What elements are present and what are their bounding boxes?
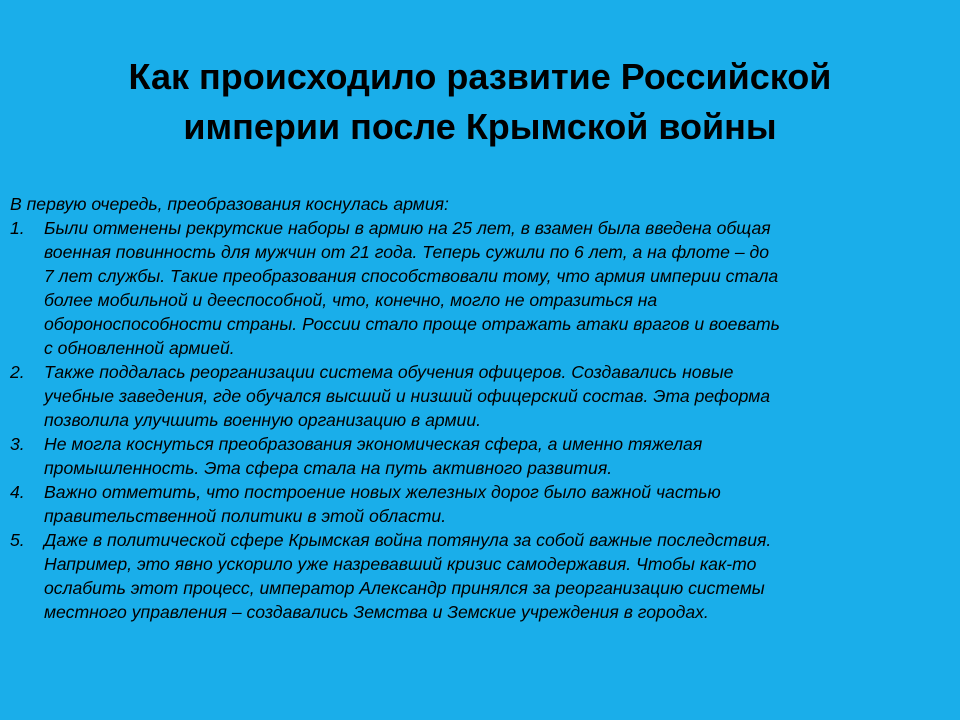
list-item-line: 7 лет службы. Такие преобразования способствовали тому, что армия империи стала: [44, 266, 779, 286]
list-item-line: Даже в политической сфере Крымская война потянула за собой важные последствия.: [44, 530, 772, 550]
list-item-line: Не могла коснуться преобразования экономическая сфера, а именно тяжелая: [44, 434, 703, 454]
slide-title: [40, 52, 920, 152]
list-item-number: 2.: [10, 362, 25, 382]
list-item-line: позволила улучшить военную организацию в армии.: [44, 410, 481, 430]
list-item-line: военная повинность для мужчин от 21 года. Теперь сужили по 6 лет, а на флоте – до: [44, 242, 770, 262]
reform-list: [10, 216, 940, 624]
slide-title-line-1: Как происходило развитие Российской: [128, 56, 832, 97]
list-item-line: Например, это явно ускорило уже назревавший кризис самодержавия. Чтобы как-то: [44, 554, 757, 574]
slide-content: [10, 192, 940, 624]
list-item: [10, 216, 940, 360]
list-item-line: местного управления – создавались Земства и Земские учреждения в городах.: [44, 602, 709, 622]
list-item-line: промышленность. Эта сфера стала на путь активного развития.: [44, 458, 613, 478]
list-item: [10, 360, 940, 432]
list-item-line: более мобильной и дееспособной, что, конечно, могло не отразиться на: [44, 290, 658, 310]
list-item-line: учебные заведения, где обучался высший и низший офицерский состав. Эта реформа: [44, 386, 771, 406]
list-item: [10, 528, 940, 624]
list-item-line: Были отменены рекрутские наборы в армию на 25 лет, в взамен была введена общая: [44, 218, 771, 238]
list-item-number: 3.: [10, 434, 25, 454]
list-item-number: 5.: [10, 530, 25, 550]
list-item-line: Также поддалась реорганизации система обучения офицеров. Создавались новые: [44, 362, 734, 382]
list-item: [10, 480, 940, 528]
slide-title-line-2: империи после Крымской войны: [183, 106, 777, 147]
list-item-line: с обновленной армией.: [44, 338, 235, 358]
list-item-line: обороноспособности страны. России стало проще отражать атаки врагов и воевать: [44, 314, 780, 334]
list-item-number: 1.: [10, 218, 25, 238]
list-item-line: правительственной политики в этой области.: [44, 506, 447, 526]
list-item-number: 4.: [10, 482, 25, 502]
list-item-line: ослабить этот процесс, император Александр принялся за реорганизацию системы: [44, 578, 765, 598]
intro-text: В первую очередь, преобразования коснулась армия:: [10, 194, 449, 214]
list-item-line: Важно отметить, что построение новых железных дорог было важной частью: [44, 482, 721, 502]
list-item: [10, 432, 940, 480]
